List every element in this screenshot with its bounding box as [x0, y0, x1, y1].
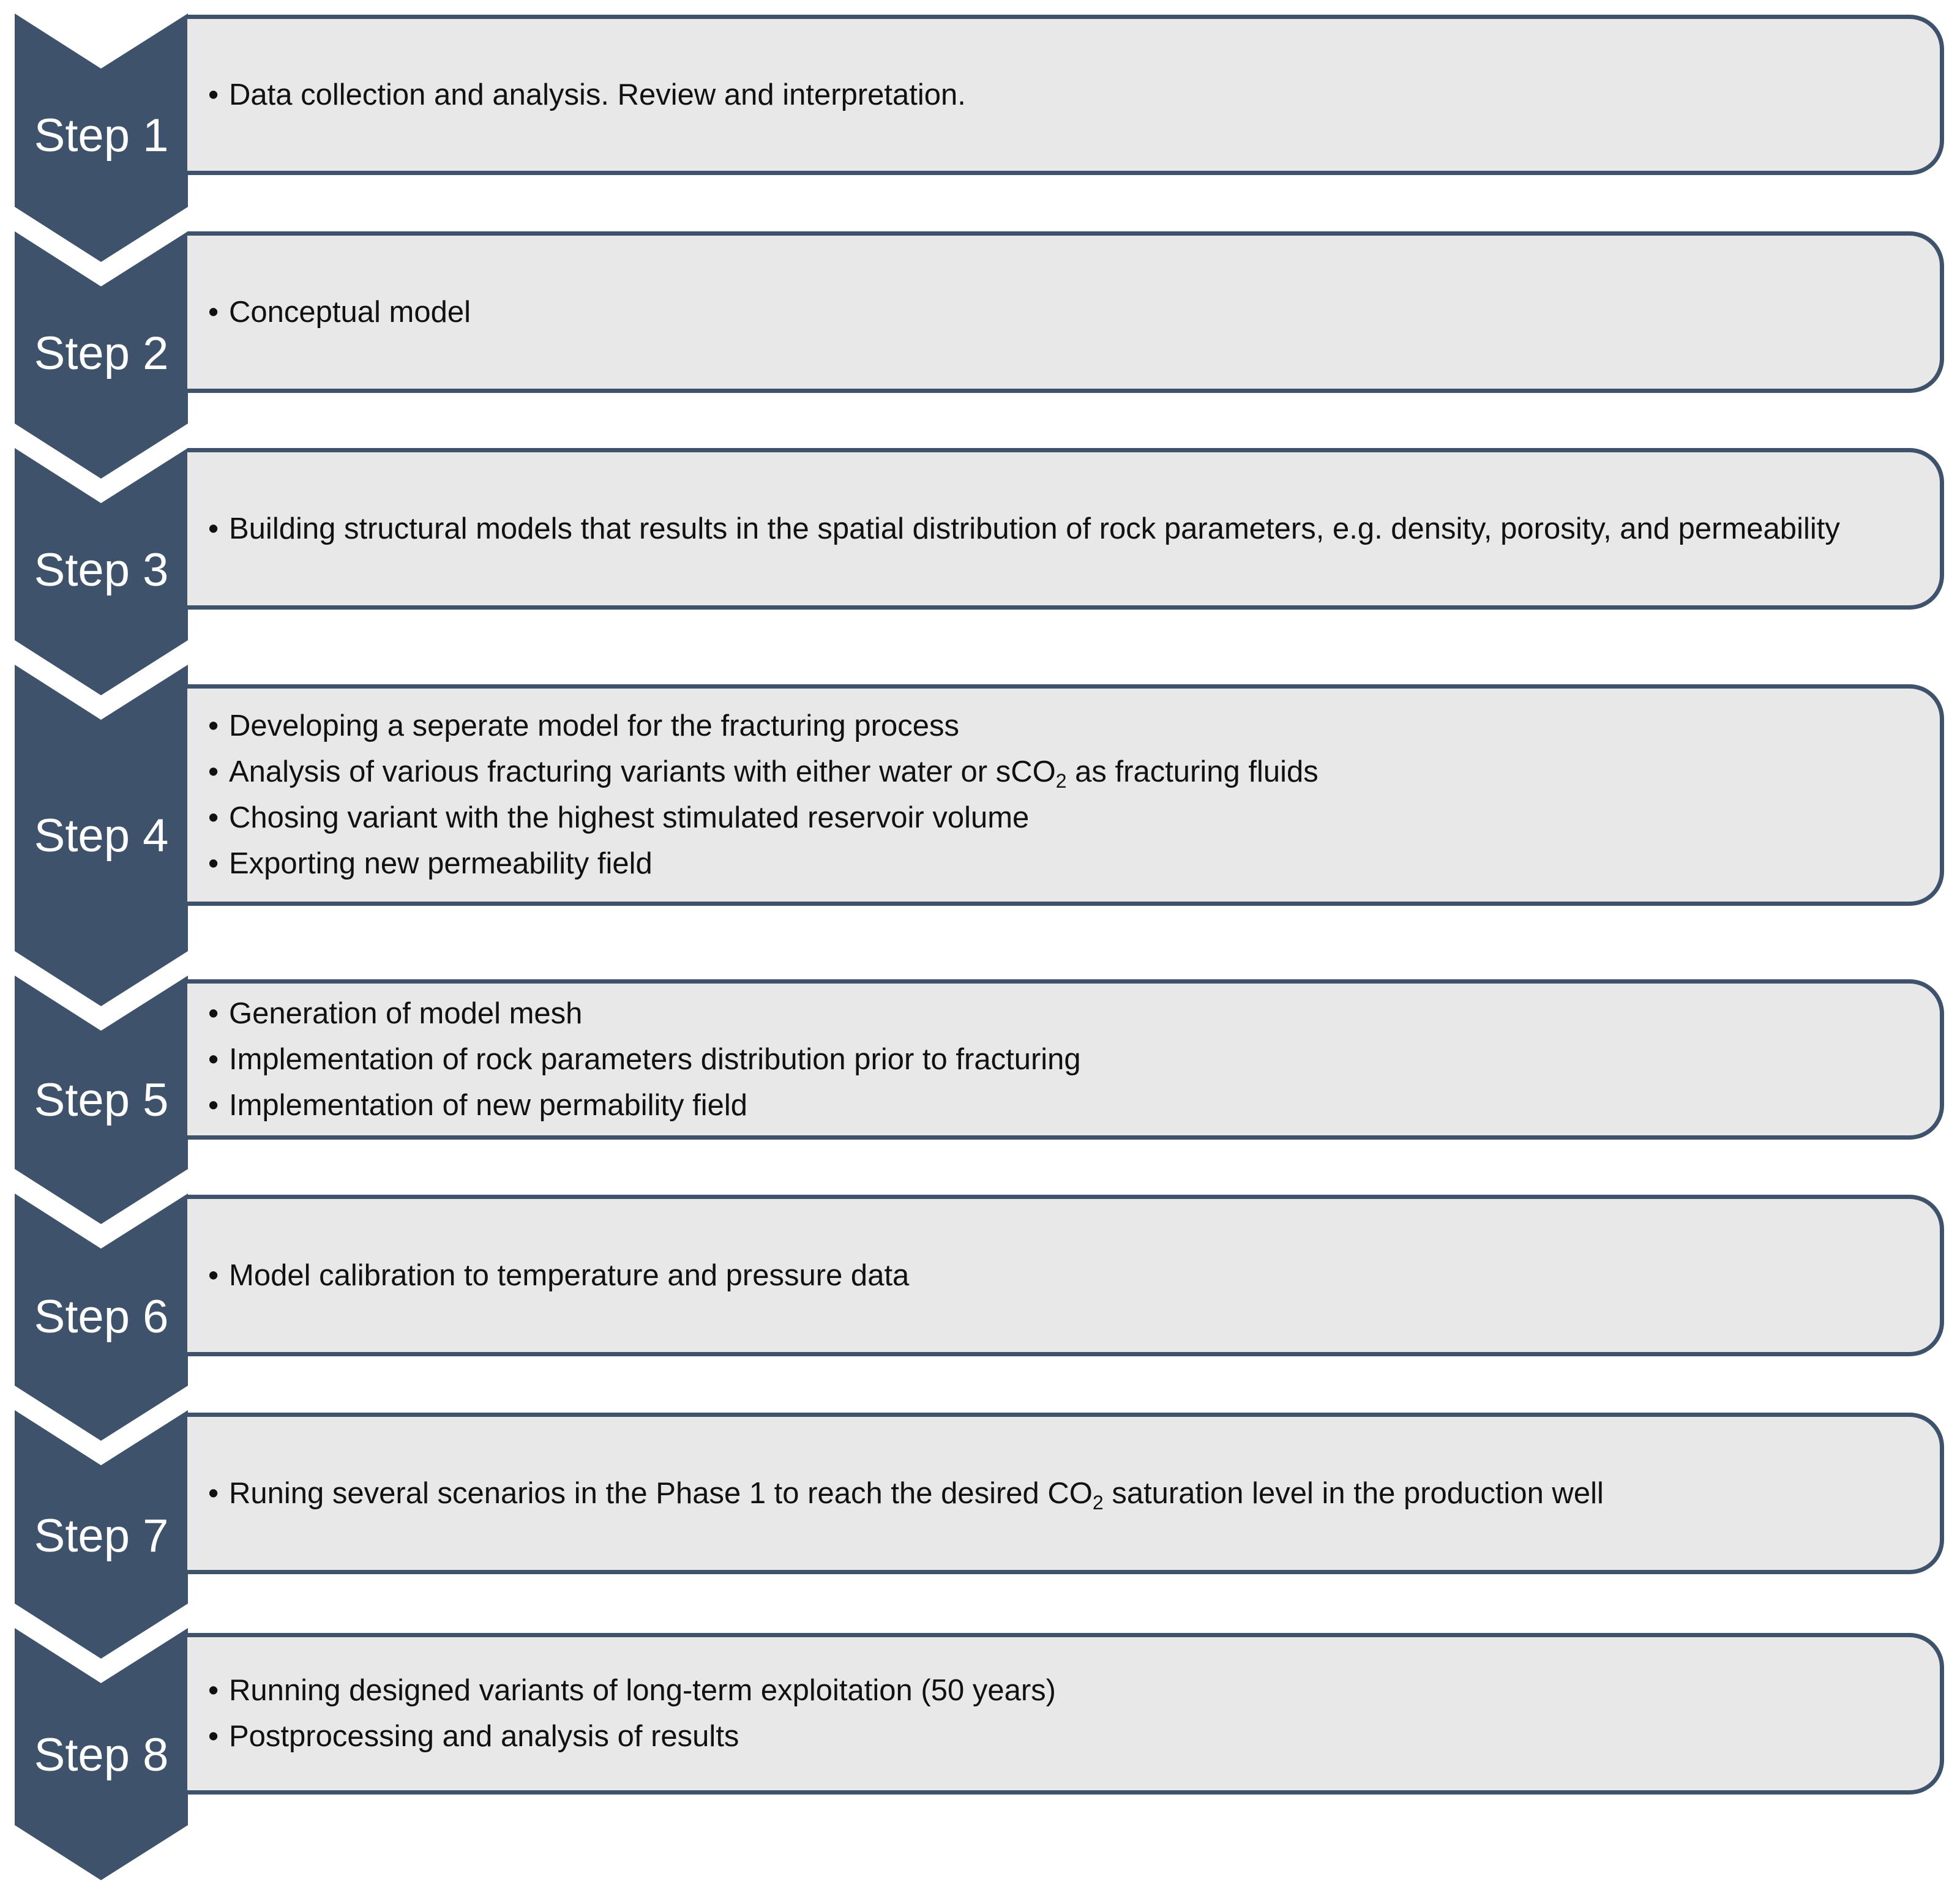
- bullet-item: • Developing a seperate model for the fracturing process: [208, 706, 1891, 747]
- step-description-box: [187, 1413, 1944, 1574]
- bullet-item: • Chosing variant with the highest stimulated reservoir volume: [208, 797, 1891, 839]
- bullet-item: • Runing several scenarios in the Phase 1 to reach the desired $CO_2$ saturation level in the production well: [208, 1473, 1891, 1514]
- bullet-item: • Conceptual model: [208, 292, 1891, 333]
- bullet-item: • Analysis of various fracturing variants with either water or sCO$_2$ as fracturing fluids: [208, 752, 1891, 793]
- step-label: Step 5: [34, 1074, 169, 1126]
- step-description-box: [187, 231, 1944, 393]
- step-description-box: [187, 1195, 1944, 1356]
- bullet-item: • Data collection and analysis. Review and interpretation.: [208, 75, 1891, 116]
- bullet-item: • Exporting new permeability field: [208, 843, 1891, 884]
- bullet-item: • Model calibration to temperature and pressure data: [208, 1255, 1891, 1296]
- bullet-item: • Postprocessing and analysis of results: [208, 1716, 1891, 1757]
- step-label: Step 4: [34, 810, 169, 862]
- bullet-list: [208, 1665, 1891, 1762]
- step-label: Step 7: [34, 1510, 169, 1562]
- step-description-box: [187, 1633, 1944, 1795]
- step-description-box: [187, 684, 1944, 906]
- step-label: Step 3: [34, 544, 169, 596]
- step-description-box: [187, 448, 1944, 610]
- bullet-item: • Running designed variants of long-term exploitation (50 years): [208, 1670, 1891, 1711]
- bullet-item: • Generation of model mesh: [208, 993, 1891, 1034]
- step-description-box: [187, 15, 1944, 175]
- bullet-list: [208, 70, 1891, 121]
- bullet-list: [208, 1250, 1891, 1301]
- step-label: Step 1: [34, 110, 169, 162]
- bullet-list: [208, 701, 1891, 889]
- bullet-item: • Implementation of new permability field: [208, 1085, 1891, 1126]
- bullet-list: [208, 1468, 1891, 1519]
- bullet-list: [208, 988, 1891, 1131]
- bullet-item: • Building structural models that results in the spatial distribution of rock parameters, e.g. density, porosity, and permeability: [208, 509, 1891, 550]
- step-label: Step 2: [34, 327, 169, 379]
- bullet-list: [208, 287, 1891, 338]
- bullet-list: [208, 504, 1891, 555]
- step-label: Step 6: [34, 1291, 169, 1343]
- bullet-item: • Implementation of rock parameters distribution prior to fracturing: [208, 1039, 1891, 1080]
- step-label: Step 8: [34, 1729, 169, 1781]
- step-description-box: [187, 979, 1944, 1140]
